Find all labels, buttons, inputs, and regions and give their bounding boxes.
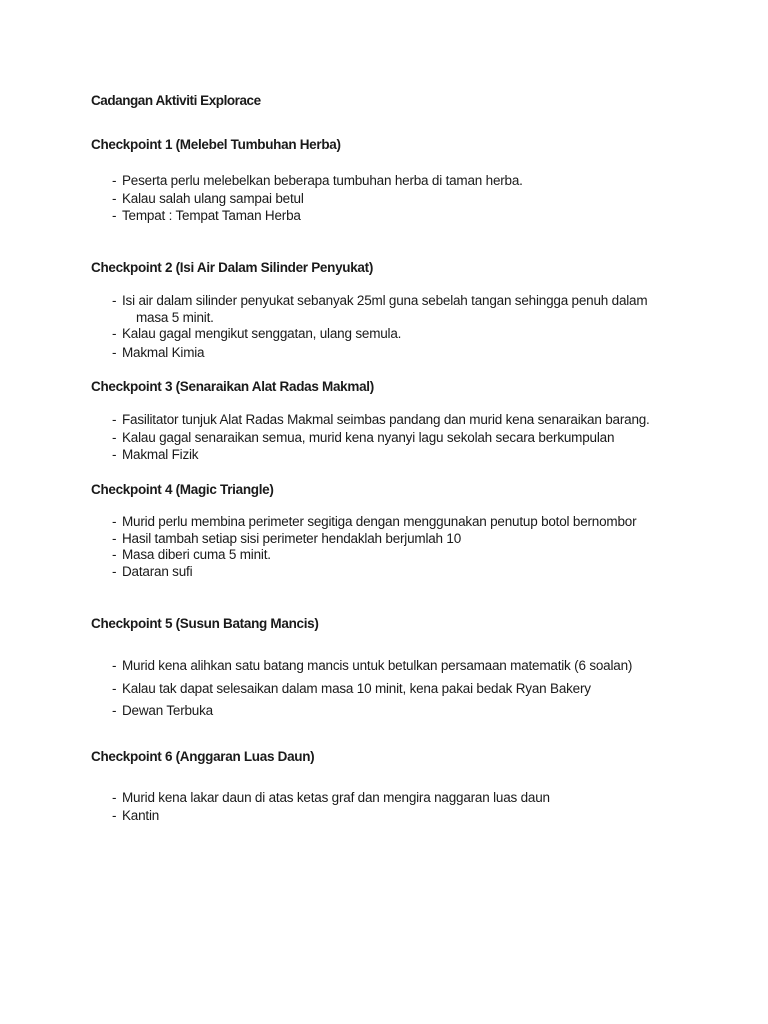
- checkpoint-3-list: [112, 411, 650, 464]
- list-item-text: Masa diberi cuma 5 minit.: [122, 547, 271, 562]
- list-item: - Peserta perlu melebelkan beberapa tumbuhan herba di taman herba.: [112, 173, 523, 188]
- checkpoint-1-heading: Checkpoint 1 (Melebel Tumbuhan Herba): [91, 137, 341, 152]
- list-item-text: Kalau gagal senaraikan semua, murid kena nyanyi lagu sekolah secara berkumpulan: [122, 429, 615, 445]
- list-item-text: Dataran sufi: [122, 563, 193, 579]
- checkpoint-3-heading: Checkpoint 3 (Senaraikan Alat Radas Makmal): [91, 379, 374, 394]
- list-item-text: Murid kena alihkan satu batang mancis untuk betulkan persamaan matematik (6 soalan): [122, 658, 633, 673]
- list-item: - Tempat : Tempat Taman Herba: [112, 208, 301, 223]
- checkpoint-2-list: [112, 293, 647, 361]
- checkpoint-6-heading: Checkpoint 6 (Anggaran Luas Daun): [91, 749, 315, 764]
- checkpoint-6-list: [112, 789, 550, 825]
- document-title: Cadangan Aktiviti Explorace: [91, 93, 261, 108]
- list-item: - Murid kena alihkan satu batang mancis untuk betulkan persamaan matematik (6 soalan): [112, 658, 633, 673]
- checkpoint-4-heading: Checkpoint 4 (Magic Triangle): [91, 482, 274, 497]
- list-item-text: Kalau salah ulang sampai betul: [122, 190, 304, 206]
- list-item: - Kalau salah ulang sampai betul: [112, 190, 304, 206]
- list-item: - Kalau gagal mengikut senggatan, ulang semula.: [112, 326, 402, 341]
- list-item-text: Tempat : Tempat Taman Herba: [122, 208, 301, 223]
- checkpoint-4-list: [112, 514, 636, 580]
- list-item-continuation: masa 5 minit.: [136, 309, 214, 325]
- list-item: - Fasilitator tunjuk Alat Radas Makmal seimbas pandang dan murid kena senaraikan barang.: [112, 412, 650, 427]
- list-item-text: Makmal Kimia: [122, 344, 205, 360]
- list-item: - Makmal Fizik: [112, 447, 199, 462]
- list-item-text: Makmal Fizik: [122, 447, 199, 462]
- list-item-text: Peserta perlu melebelkan beberapa tumbuhan herba di taman herba.: [122, 173, 523, 188]
- list-item: - Makmal Kimia: [112, 344, 205, 360]
- checkpoint-1-list: [112, 172, 523, 225]
- list-item-text: Murid kena lakar daun di atas ketas graf dan mengira naggaran luas daun: [122, 790, 550, 805]
- checkpoint-5-heading: Checkpoint 5 (Susun Batang Mancis): [91, 616, 319, 631]
- list-item: - Dewan Terbuka: [112, 703, 213, 718]
- list-item-text: Isi air dalam silinder penyukat sebanyak 25ml guna sebelah tangan sehingga penuh dalam: [122, 293, 648, 308]
- list-item-text: Kantin: [122, 808, 160, 823]
- list-item: - Dataran sufi: [112, 563, 193, 579]
- checkpoint-2-heading: Checkpoint 2 (Isi Air Dalam Silinder Penyukat): [91, 260, 374, 275]
- list-item: - Hasil tambah setiap sisi perimeter hendaklah berjumlah 10: [112, 530, 462, 546]
- checkpoint-5-list: [112, 655, 632, 723]
- list-item-text: Kalau gagal mengikut senggatan, ulang semula.: [122, 326, 402, 341]
- list-item: - Isi air dalam silinder penyukat sebanyak 25ml guna sebelah tangan sehingga penuh dalam masa 5 minit.: [112, 293, 648, 325]
- list-item: - Murid kena lakar daun di atas ketas graf dan mengira naggaran luas daun: [112, 790, 550, 805]
- list-item-text: Murid perlu membina perimeter segitiga dengan menggunakan penutup botol bernombor: [122, 514, 637, 529]
- list-item-text: Fasilitator tunjuk Alat Radas Makmal seimbas pandang dan murid kena senaraikan barang.: [122, 412, 650, 427]
- list-item: - Masa diberi cuma 5 minit.: [112, 547, 271, 562]
- list-item: - Murid perlu membina perimeter segitiga dengan menggunakan penutup botol bernombor: [112, 514, 637, 529]
- list-item-text: Kalau tak dapat selesaikan dalam masa 10 minit, kena pakai bedak Ryan Bakery: [122, 680, 591, 696]
- list-item-text: Hasil tambah setiap sisi perimeter hendaklah berjumlah 10: [122, 530, 462, 546]
- list-item: - Kantin: [112, 808, 160, 823]
- list-item: - Kalau tak dapat selesaikan dalam masa 10 minit, kena pakai bedak Ryan Bakery: [112, 680, 591, 696]
- list-item: - Kalau gagal senaraikan semua, murid kena nyanyi lagu sekolah secara berkumpulan: [112, 429, 615, 445]
- list-item-text: Dewan Terbuka: [122, 703, 213, 718]
